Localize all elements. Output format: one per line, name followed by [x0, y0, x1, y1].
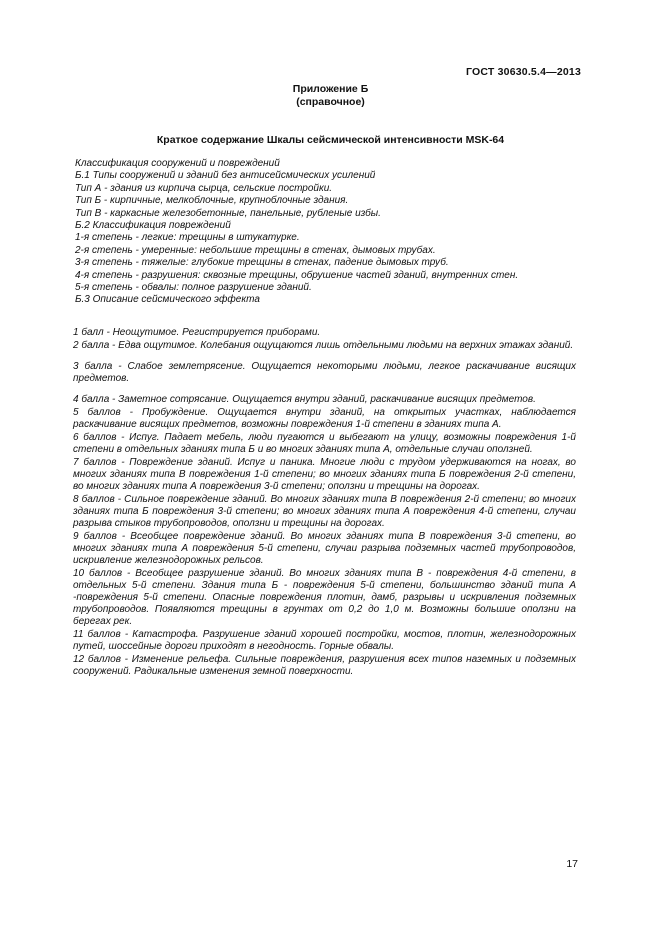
classification-line: Б.2 Классификация повреждений: [75, 220, 231, 232]
classification-line: 3-я степень - тяжелые: глубокие трещины в стенах, падение дымовых труб.: [75, 257, 449, 269]
classification-line: Тип Б - кирпичные, мелкоблочные, крупноблочные здания.: [75, 195, 349, 207]
intensity-paragraph: 11 баллов - Катастрофа. Разрушение зданий хорошей постройки, мостов, плотин, железнодорожных путей, шоссейные дороги приходят в негодность. Горные обвалы.: [73, 628, 576, 652]
intensity-paragraph: 4 балла - Заметное сотрясание. Ощущается внутри зданий, раскачивание висящих предметов.: [73, 394, 536, 406]
classification-line: Тип В - каркасные железобетонные, панельные, рубленые избы.: [75, 207, 381, 219]
classification-line: Б.3 Описание сейсмического эффекта: [75, 294, 260, 306]
classification-line: 5-я степень - обвалы: полное разрушение зданий.: [75, 282, 312, 294]
classification-line: Тип А - здания из кирпича сырца, сельские постройки.: [75, 182, 333, 194]
appendix-title: Приложение Б: [292, 83, 369, 95]
intensity-paragraph: 2 балла - Едва ощутимое. Колебания ощущаются лишь отдельными людьми на верхних этажах зданий.: [73, 339, 574, 351]
classification-line: 4-я степень - разрушения: сквозные трещины, обрушение частей зданий, внутренних стен.: [75, 269, 519, 281]
intensity-paragraph: 6 баллов - Испуг. Падает мебель, люди пугаются и выбегают на улицу, возможны повреждения 1-й степени в отдельных зданиях типа Б и во многих зданиях типа А, отдельные случаи оползней.: [73, 431, 576, 455]
classification-line: 2-я степень - умеренные: небольшие трещины в стенах, дымовых трубах.: [75, 244, 436, 256]
intensity-paragraph: 8 баллов - Сильное повреждение зданий. Во многих зданиях типа В повреждения 2-й степени; во многих зданиях типа Б повреждения 3-й степени; во многих зданиях типа А повреждения 4-й степени, случаи разрыва стыков трубопроводов, оползни и трещины на дорогах.: [73, 493, 576, 529]
classification-line: Б.1 Типы сооружений и зданий без антисейсмических усилений: [75, 170, 376, 182]
intensity-paragraph: 1 балл - Неощутимое. Регистрируется приборами.: [73, 327, 321, 338]
classification-line: Классификация сооружений и повреждений: [75, 158, 280, 169]
scale-title: Краткое содержание Шкалы сейсмической интенсивности MSK-64: [156, 134, 505, 146]
intensity-paragraph: 12 баллов - Изменение рельефа. Сильные повреждения, разрушения всех типов наземных и подземных сооружений. Радикальные изменения земной поверхности.: [73, 653, 576, 677]
intensity-paragraph: 3 балла - Слабое землетрясение. Ощущается некоторыми людьми, легкое раскачивание висящих предметов.: [73, 360, 576, 384]
document-standard-number: ГОСТ 30630.5.4—2013: [465, 66, 581, 78]
appendix-heading: [0, 83, 661, 109]
intensity-description-section: [73, 327, 576, 678]
intensity-paragraph: 9 баллов - Всеобщее повреждение зданий. Во многих зданиях типа В повреждения 3-й степени, во многих зданиях типа А повреждения 5-й степени, случаи разрыва подземных частей трубопроводов, искривление железнодорожных рельсов.: [73, 530, 576, 566]
intensity-paragraph: 7 баллов - Повреждение зданий. Испуг и паника. Многие люди с трудом удерживаются на ногах, во многих зданиях типа В повреждения 1-й степени; во многих зданиях типа Б повреждения 2-й степени, во многих зданиях типа А повреждения 3-й степени; оползни и трещины на дорогах.: [73, 456, 576, 492]
appendix-subtitle: (справочное): [296, 96, 365, 108]
intensity-paragraph: 5 баллов - Пробуждение. Ощущается внутри зданий, на открытых участках, наблюдается раскачивание висящих предметов, возможны повреждения 1-й степени в зданиях типа А.: [73, 406, 576, 430]
classification-line: 1-я степень - легкие: трещины в штукатурке.: [75, 232, 300, 244]
intensity-paragraph: 10 баллов - Всеобщее разрушение зданий. Во многих зданиях типа В - повреждения 4-й степени, в отдельных 5-й степени. Здания типа Б - повреждения 5-й степени, большинство зданий типа А -повреждения 5-й степени. Опасные повреждения плотин, дамб, разрывы и искривления подземных трубопроводов. Появляются трещины в грунтах от 0,2 до 1,0 м. Возможны большие оползни на берегах рек.: [73, 567, 576, 627]
page-number: 17: [566, 858, 578, 870]
classification-section: [75, 158, 595, 307]
